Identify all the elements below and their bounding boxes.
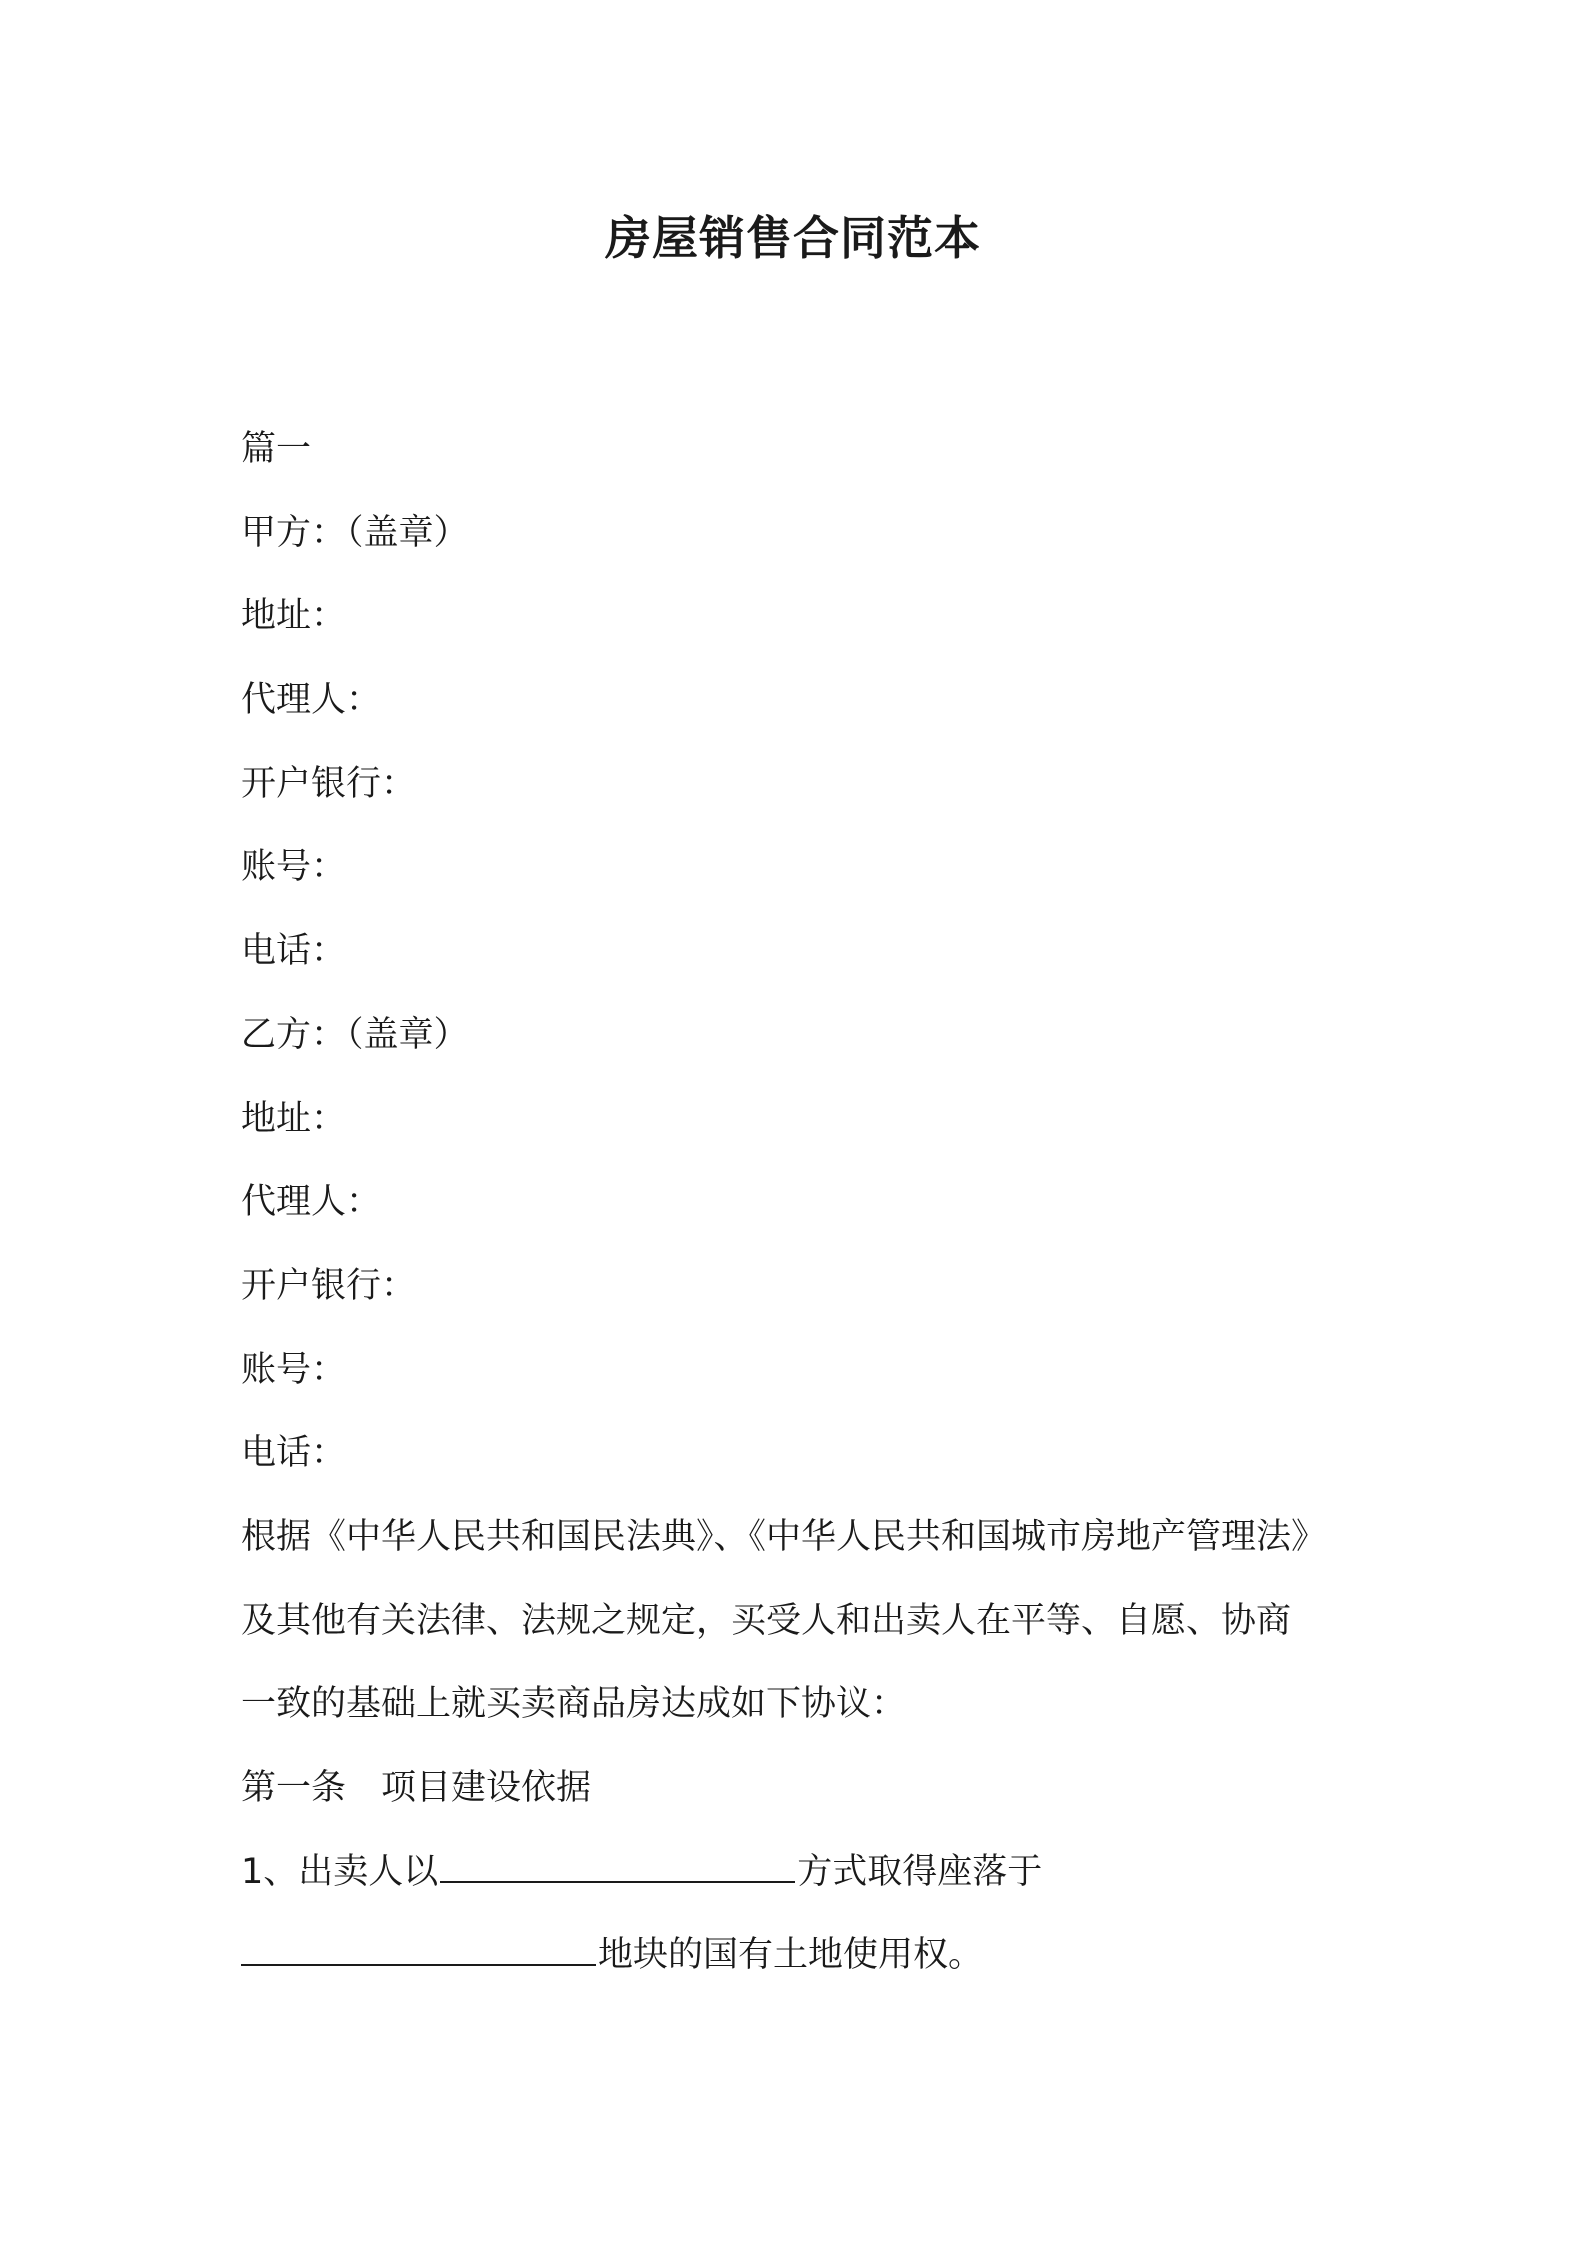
party-a-bank: 开户银行： xyxy=(241,763,417,804)
party-b-agent: 代理人： xyxy=(241,1182,382,1223)
party-b-address: 地址： xyxy=(241,1098,347,1139)
party-b-phone: 电话： xyxy=(241,1433,347,1474)
article-1-item-1-cont xyxy=(241,1914,1361,1998)
preamble-line-1: 根据《中华人民共和国民法典》、《中华人民共和国城市房地产管理法》 xyxy=(241,1516,1327,1557)
item-1-suffix: 地块的国有土地使用权。 xyxy=(598,1935,984,1976)
party-a-label: 甲方：（盖章） xyxy=(241,512,469,553)
fill-blank-acquisition-method[interactable] xyxy=(440,1853,795,1883)
preamble-line-3: 一致的基础上就买卖商品房达成如下协议： xyxy=(241,1684,907,1725)
party-a-phone: 电话： xyxy=(241,931,347,972)
fill-blank-land-location[interactable] xyxy=(241,1936,596,1966)
party-b-bank: 开户银行： xyxy=(241,1265,417,1306)
party-a-account: 账号： xyxy=(241,847,347,888)
party-a-agent: 代理人： xyxy=(241,680,382,721)
party-a-address: 地址： xyxy=(241,596,347,637)
document-body xyxy=(241,408,1361,1998)
article-1-heading: 第一条 项目建设依据 xyxy=(241,1768,592,1808)
party-b-account: 账号： xyxy=(241,1349,347,1390)
section-label: 篇一 xyxy=(241,429,312,469)
item-1-prefix: 1、出卖人以 xyxy=(241,1851,439,1892)
item-1-middle: 方式取得座落于 xyxy=(797,1851,1043,1892)
party-b-label: 乙方：（盖章） xyxy=(241,1014,469,1055)
document-title: 房屋销售合同范本 xyxy=(605,211,981,265)
preamble-line-2: 及其他有关法律、法规之规定，买受人和出卖人在平等、自愿、协商 xyxy=(241,1600,1292,1641)
article-1-item-1 xyxy=(241,1831,1361,1915)
